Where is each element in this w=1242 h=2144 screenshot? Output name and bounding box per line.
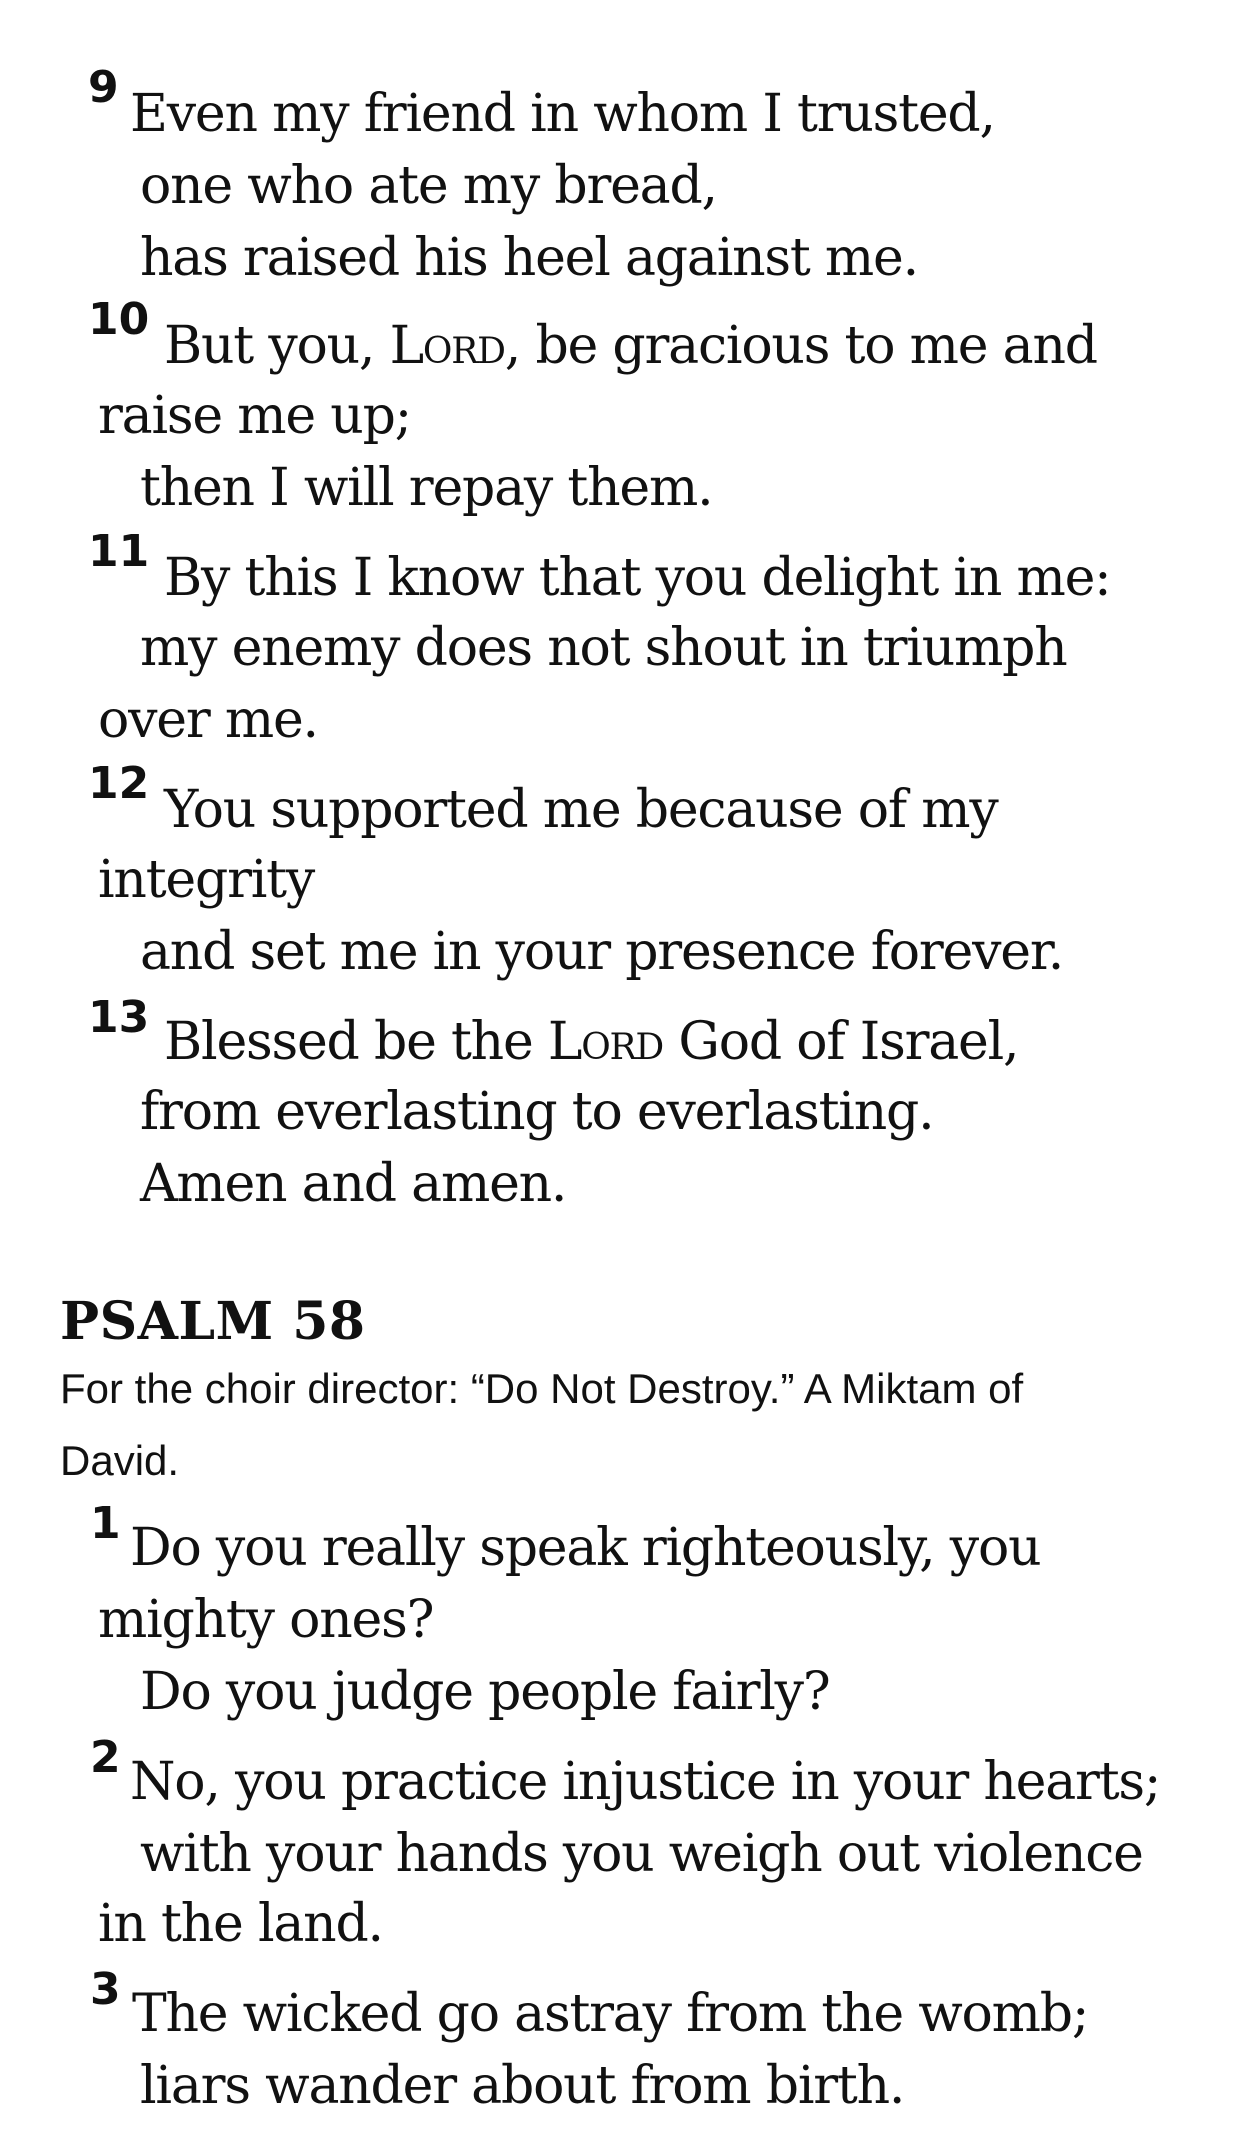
verse-line: Do you really speak righteously, you [130, 1518, 1041, 1578]
verse-line: and set me in your presence forever. [140, 922, 1064, 982]
verse-line: Amen and amen. [140, 1154, 567, 1214]
verse-number: 3 [90, 1964, 121, 2015]
divine-name: Lord [389, 316, 505, 376]
verse-line: with your hands you weigh out violence [140, 1824, 1143, 1884]
verse-line: Blessed be the Lord God of Israel, [164, 1012, 1019, 1072]
psalm-superscription: For the choir director: “Do Not Destroy.” A Miktam of [60, 1365, 1024, 1412]
verse-number: 11 [88, 526, 150, 577]
psalm-heading: PSALM 58 [60, 1291, 366, 1352]
verse-line: No, you practice injustice in your hearts; [130, 1752, 1161, 1812]
verse-number: 9 [88, 62, 119, 113]
verse-line: By this I know that you delight in me: [164, 548, 1111, 608]
verse-line: from everlasting to everlasting. [140, 1082, 934, 1142]
verse-number: 10 [88, 294, 150, 345]
verse-line: The wicked go astray from the womb; [132, 1984, 1089, 2044]
verse-line: You supported me because of my [164, 780, 998, 840]
verse-number: 2 [90, 1732, 121, 1783]
verse-line: integrity [98, 850, 315, 910]
verse-number: 1 [90, 1498, 121, 1549]
verse-line: Do you judge people fairly? [140, 1662, 830, 1722]
verse-line: over me. [98, 690, 318, 750]
verse-line: mighty ones? [98, 1590, 434, 1650]
verse-line: my enemy does not shout in triumph [140, 618, 1067, 678]
verse-line: has raised his heel against me. [140, 228, 918, 288]
verse-line: raise me up; [98, 386, 411, 446]
verse-line: one who ate my bread, [140, 156, 717, 216]
verse-line: in the land. [98, 1894, 383, 1954]
divine-name: Lord [547, 1012, 664, 1072]
verse-line: liars wander about from birth. [140, 2056, 905, 2116]
verse-line: Even my friend in whom I trusted, [130, 84, 995, 144]
verse-number: 13 [88, 992, 150, 1043]
psalm-superscription: David. [60, 1437, 180, 1484]
verse-line: But you, Lord, be gracious to me and [164, 316, 1097, 376]
verse-line: then I will repay them. [140, 458, 713, 518]
verse-number: 12 [88, 758, 150, 809]
